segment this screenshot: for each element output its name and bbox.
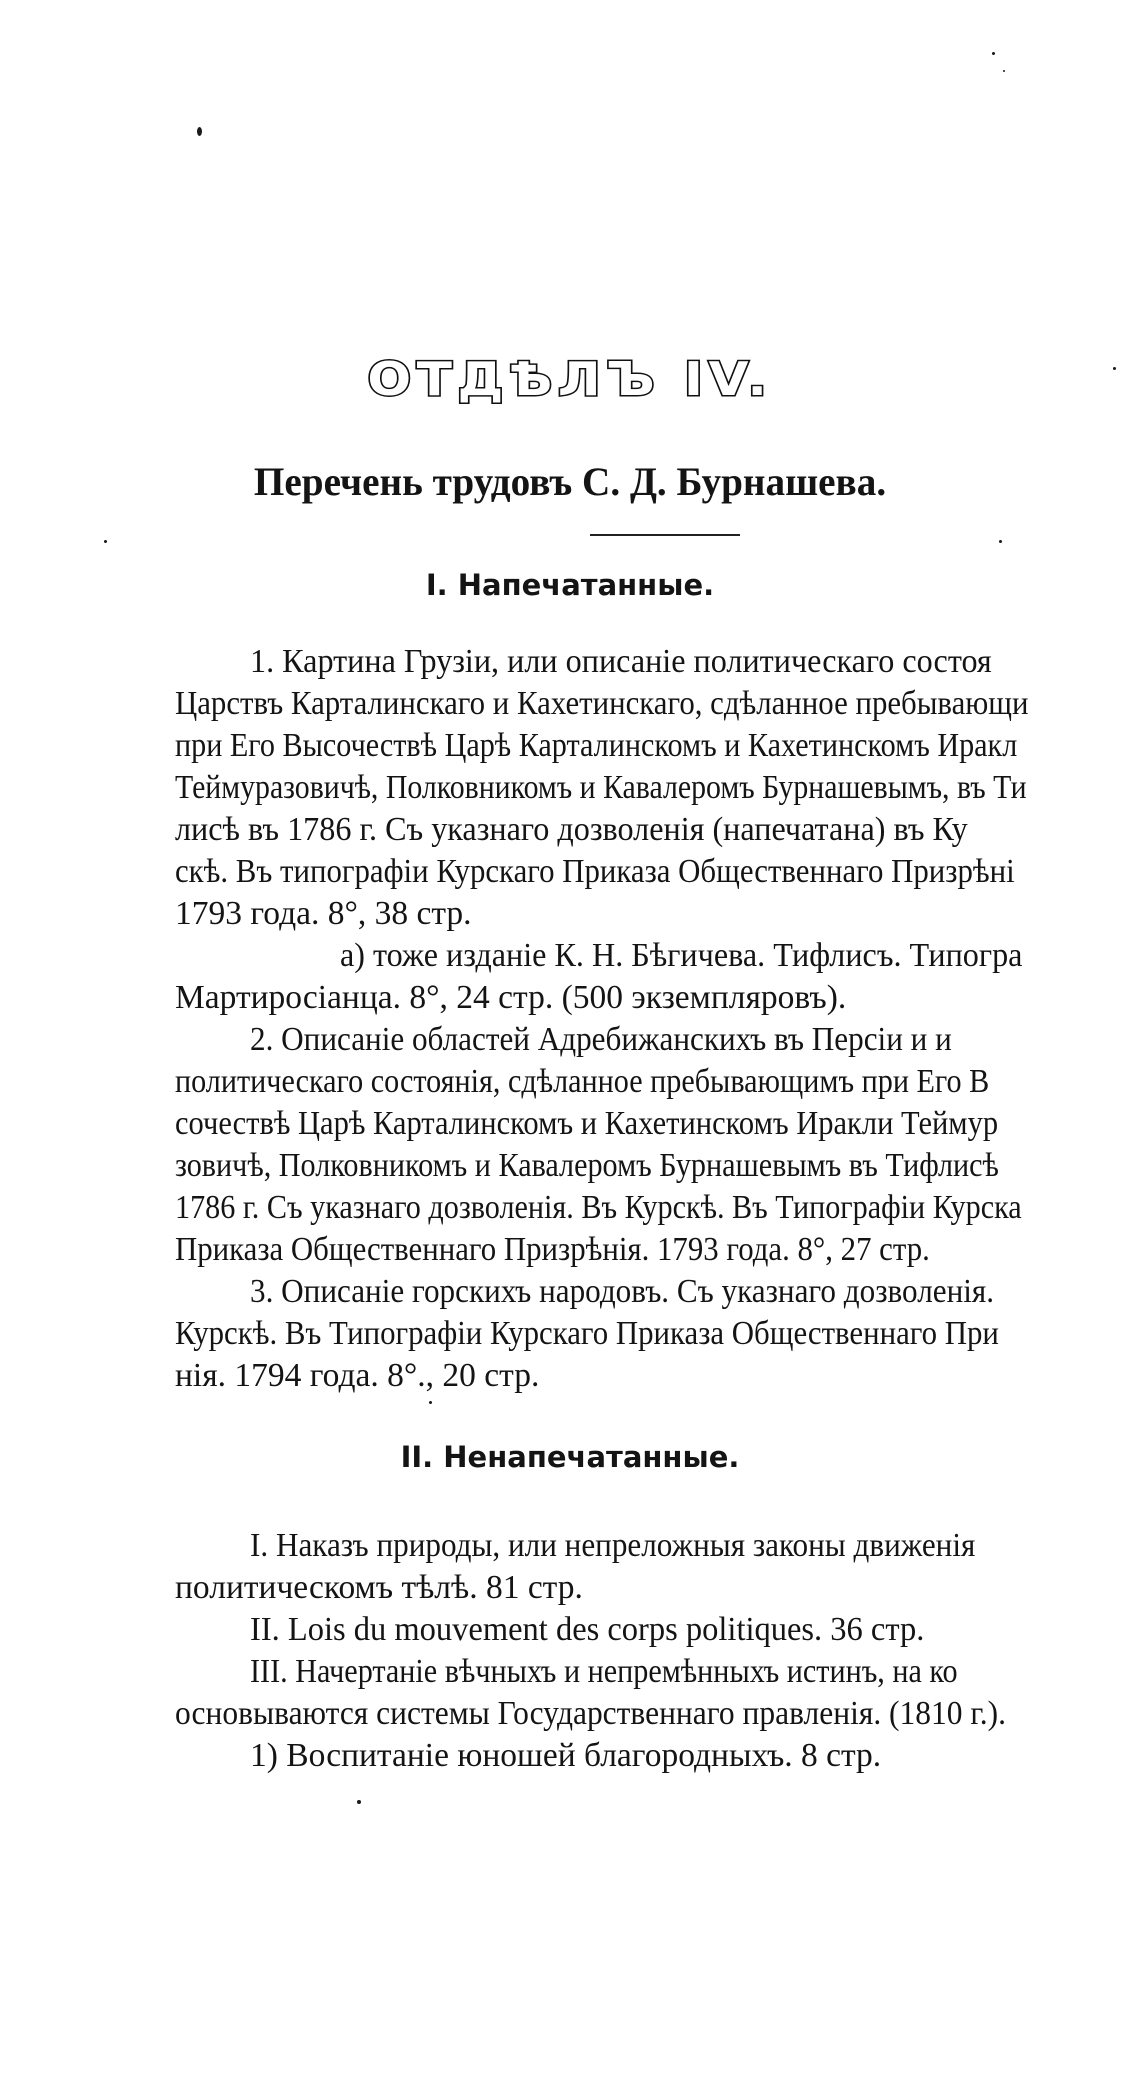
print-speck (104, 540, 107, 543)
print-speck (429, 1401, 432, 1404)
text-line: I. Наказъ природы, или непреложныя законы движенія (250, 1527, 976, 1564)
text-line: скѣ. Въ типографіи Курскаго Приказа Общественнаго Призрѣні (175, 853, 1015, 890)
subheading-unprinted: II. Ненапечатанные. (400, 1440, 740, 1474)
text-line: при Его Высочествѣ Царѣ Карталинскомъ и Кахетинскомъ Иракл (175, 727, 1018, 764)
text-line: II. Lois du mouvement des corps politiques. 36 стр. (250, 1611, 925, 1648)
text-line: 2. Описаніе областей Адребижанскихъ въ Персіи и и (250, 1021, 952, 1058)
page-title: Перечень трудовъ С. Д. Бурнашева. (253, 459, 887, 504)
print-speck (1003, 70, 1005, 72)
text-line: 1) Воспитаніе юношей благородныхъ. 8 стр. (250, 1737, 882, 1774)
text-line: 3. Описаніе горскихъ народовъ. Съ указнаго дозволенія. (250, 1273, 995, 1310)
text-line: зовичѣ, Полковникомъ и Кавалеромъ Бурнашевымъ въ Тифлисѣ (175, 1147, 999, 1184)
text-line: III. Начертаніе вѣчныхъ и непремѣнныхъ истинъ, на ко (250, 1653, 958, 1690)
text-line: сочествѣ Царѣ Карталинскомъ и Кахетинскомъ Иракли Теймур (175, 1105, 999, 1142)
print-speck (357, 1800, 361, 1804)
text-line: Приказа Общественнаго Призрѣнія. 1793 года. 8°, 27 стр. (175, 1231, 930, 1268)
print-speck (992, 52, 995, 55)
text-line: 1786 г. Съ указнаго дозволенія. Въ Курскѣ. Въ Типографіи Курска (175, 1189, 1022, 1226)
text-line: Курскѣ. Въ Типографіи Курскаго Приказа Общественнаго При (175, 1315, 999, 1352)
text-line: политическаго состоянія, сдѣланное пребывающимъ при Его В (175, 1063, 990, 1100)
title-rule (590, 534, 740, 536)
text-line: Мартиросіанца. 8°, 24 стр. (500 экземпляровъ). (175, 979, 847, 1016)
text-line: Царствъ Карталинскаго и Кахетинскаго, сдѣланное пребывающи (175, 685, 1029, 722)
text-line: Теймуразовичѣ, Полковникомъ и Кавалеромъ Бурнашевымъ, въ Ти (175, 769, 1027, 806)
section-heading: ОТДѢЛЪ IV. (367, 352, 773, 406)
text-line: политическомъ тѣлѣ. 81 стр. (175, 1569, 583, 1606)
text-line: а) тоже изданіе К. Н. Бѣгичева. Тифлисъ. Типогра (340, 937, 1023, 974)
text-line: основываются системы Государственнаго правленія. (1810 г.). (175, 1695, 1007, 1732)
text-line: нія. 1794 года. 8°., 20 стр. (175, 1357, 540, 1394)
text-line: 1. Картина Грузіи, или описаніе политическаго состоя (250, 643, 992, 680)
print-speck (999, 540, 1002, 543)
subheading-printed: I. Напечатанные. (425, 568, 715, 602)
text-line: лисѣ въ 1786 г. Съ указнаго дозволенія (напечатана) въ Ку (175, 811, 968, 848)
print-speck (197, 127, 202, 136)
text-line: 1793 года. 8°, 38 стр. (175, 895, 472, 932)
